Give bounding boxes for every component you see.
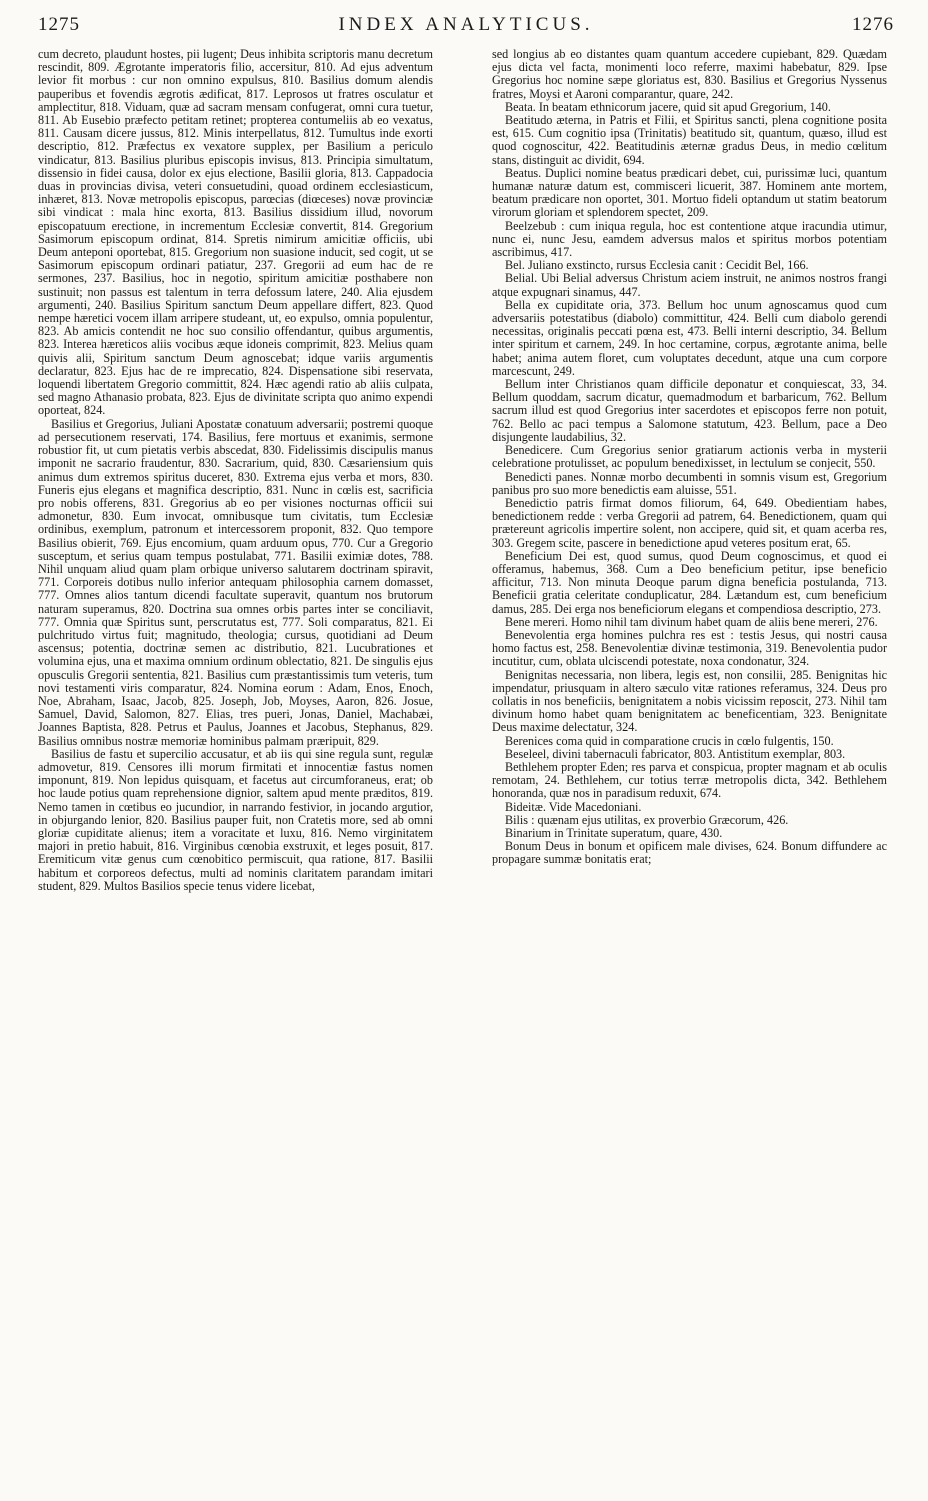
index-entry: Benedicere. Cum Gregorius senior gratiarum actionis verba in mysterii celebratione protulisset, ac populum benedixisset, in lectulum se conjecit, 550. xyxy=(492,443,887,471)
page-number-right: 1276 xyxy=(852,14,894,35)
index-entry: Beneficium Dei est, quod sumus, quod Deum cognoscimus, et quod ei offeramus, habemus, 368. Cum a Deo beneficium petitur, ipse beneficio afficitur, 713. Non minuta Deoque parum digna beneficia postulanda, 713. Beneficii gratia celeritate conduplicatur, 284. Lætandum est, cum beneficium damus, 285. Dei erga nos beneficiorum elegans et compendiosa descriptio, 273. xyxy=(492,548,887,616)
running-header xyxy=(38,14,894,40)
index-entry: Benevolentia erga homines pulchra res est : testis Jesus, qui nostri causa homo factus est, 258. Benevolentiæ divinæ testimonia, 319. Benevolentia pudor incutitur, cum, oblata ulciscendi potestate, noxa condonatur, 324. xyxy=(492,627,887,669)
index-entry: Basilius de fastu et supercilio accusatur, et ab iis qui sine regula sunt, regulæ admovetur, 819. Censores illi morum firmitati et innocentiæ fastus nomen imponunt, 819. Non lepidus quisquam, et facetus aut circumforaneus, erat; ob hoc laude potius quam reprehensione dignior, saltem apud mente præditos, 819. Nemo tamen in cœtibus eo jucundior, in narrando festivior, in jocando argutior, in objurgando lenior, 820. Basilius pauper fuit, non Cratetis more, sed ab omni gloriæ cupiditate alienus; item a voracitate et luxu, 816. Nemo virginitatem majori in pretio habuit, 816. Virginibus cœnobia exstruxit, et leges posuit, 817. Eremiticum vitæ genus cum cœnobitico permiscuit, qua ratione, 817. Basilii habitum et corporeos defectus, multi ad nominis claritatem parandam imitari student, 829. Multos Basilios specie tenus videre licebat, xyxy=(38,746,433,893)
index-entry: Bellum inter Christianos quam difficile deponatur et conquiescat, 33, 34. Bellum quoddam, sacrum dicatur, quemadmodum et barbaricum, 762. Bellum sacrum illud est quod Gregorius inter sacerdotes et episcopos ferre non potuit, 762. Bello ac paci tempus a Salomone statutum, 423. Bellum, pace a Deo disjungente laudabilius, 32. xyxy=(492,377,887,444)
index-entry: Bella ex cupiditate oria, 373. Bellum hoc unum agnoscamus quod cum adversariis potestatibus (diabolo) committitur, 424. Belli cum diabolo gerendi necessitas, originalis peccati pœna est, 473. Belli interni descriptio, 34. Bellum inter spiritum et carnem, 249. In hoc certamine, corpus, ægrotante anima, belle habet; anima autem floret, cum voluptates decedunt, atque una cum corpore marcescunt, 249. xyxy=(492,297,887,378)
index-entry: Bideitæ. Vide Macedoniani. xyxy=(505,799,642,814)
index-entry: Beatus. Duplici nomine beatus prædicari debet, cui, purissimæ luci, quantum humanæ naturæ datum est, commisceri licuerit, 387. Hominem ante mortem, beatum prædicare non oportet, 301. Mortuo fideli optandum ut statim beatorum virorum gloriam et splendorem spectet, 209. xyxy=(492,165,887,220)
index-entry: Berenices coma quid in comparatione crucis in cœlo fulgentis, 150. xyxy=(505,733,834,748)
right-column xyxy=(492,48,887,1488)
index-entry: Bonum Deus in bonum et opificem male divises, 624. Bonum diffundere ac propagare summæ bonitatis erat; xyxy=(492,839,887,867)
index-entry: cum decreto, plaudunt hostes, pii lugent; Deus inhibita scriptoris manu decretum rescindit, 809. Ægrotante imperatoris filio, accersitur, 810. Ad ejus adventum levior fit morbus : cur non omnino expulsus, 810. Basilius domum alendis pauperibus et fovendis ægrotis ædificat, 817. Leprosos ut fratres osculatur et amplectitur, 818. Viduam, quæ ad sacram mensam confugerat, omni cura tuetur, 811. Ab Eusebio præfecto petitam retinet; propterea contumeliis ab eo vexatus, 811. Causam dicere jussus, 812. Minis interpellatus, 812. Tumultus inde exorti descriptio, 812. Præfectus ex vexatore supplex, per Basilium a periculo vindicatur, 813. Basilius pluribus episcopis invisus, 813. Principia simultatum, dissensio in fidei causa, dolor ex ejus electione, Basilii gloria, 813. Cappadocia duas in provincias divisa, veteri consuetudini, quoad ordinem ecclesiasticum, inhæret, 813. Novæ metropolis episcopus, parœcias (diœceses) novæ provinciæ sibi vindicat : mala hinc exorta, 813. Basilius dissidium illud, novorum episcopatuum erectione, in incrementum Ecclesiæ convertit, 814. Gregorium Sasimorum episcopum ordinat, 814. Spretis nimirum amicitiæ officiis, ubi Deum anteponi oportebat, 815. Gregorium non suasione inducit, sed cogit, ut se Sasimorum episcopum ordinari patiatur, 237. Gregorii ad eum hac de re sermones, 237. Basilius, hoc in negotio, spiritum amicitiæ posthabere non sustinuit; non passus est talentum in terra defossum latere, 240. Alia ejusdem argumenti, 240. Basilius Spiritum sanctum Deum appellare differt, 823. Quod nempe hæretici vocem illam arripere studeant, ut, eo expulso, omnia populentur, 823. Ab amicis contendit ne hoc suo consilio offendantur, quibus argumentis, 823. Interea hæreticos aliis vocibus æque idoneis comprimit, 823. Melius quam quivis alii, Spiritum sanctum Deum agnoscebat; idque variis argumentis declaratur, 823. Ejus hac de re imprecatio, 824. Dispensatione sibi reservata, loquendi libertatem Gregorio committit, 824. Hæc agendi ratio ab aliis culpata, sed magno Athanasio probata, 823. Ejus de divinitate scripta quo animo expendi oporteat, 824. xyxy=(38,48,433,418)
index-entry: Benignitas necessaria, non libera, legis est, non consilii, 285. Benignitas hic impendatur, priusquam in altero sæculo vitæ rationes referamus, 324. Deus pro collatis in nos beneficiis, benignitatem a nobis vicissim reposcit, 273. Nihil tam divinum homo habet quam benignitatem ac beneficentiam, 323. Benignitate Deus maxime delectatur, 324. xyxy=(492,667,887,735)
index-entry: Bethlehem propter Eden; res parva et conspicua, propter magnam et ab oculis remotam, 24. Bethlehem, cur totius terræ metropolis dicta, 342. Bethlehem honoranda, quæ nos in paradisum reduxit, 674. xyxy=(492,759,887,801)
index-entry: Bilis : quænam ejus utilitas, ex proverbio Græcorum, 426. xyxy=(505,812,789,827)
index-entry: Benedicti panes. Nonnæ morbo decumbenti in somnis visum est, Gregorium panibus pro suo more benedictis eam aluisse, 551. xyxy=(492,469,887,497)
index-entry: Bel. Juliano exstincto, rursus Ecclesia canit : Cecidit Bel, 166. xyxy=(505,258,809,273)
index-entry: sed longius ab eo distantes quam quantum accedere cupiebant, 829. Quædam ejus dicta vel facta, monimenti loco referre, maximi habebatur, 829. Ipse Gregorius hoc nomine sæpe gloriatus est, 830. Basilius et Gregorius Nyssenus fratres, Moysi et Aaroni comparantur, quare, 242. xyxy=(492,48,887,101)
index-entry: Bene mereri. Homo nihil tam divinum habet quam de aliis bene mereri, 276. xyxy=(505,614,878,629)
index-entry: Binarium in Trinitate superatum, quare, 430. xyxy=(505,825,723,840)
index-entry: Basilius et Gregorius, Juliani Apostatæ conatuum adversarii; postremi quoque ad persecutionem reservati, 174. Basilius, fere mortuus et exanimis, sermone robustior fit, ut cum pietatis verbis abscedat, 830. Fidelissimis discipulis manus imponit ne sacrario fraudentur, 830. Sacrarium, quid, 830. Cæsariensium quis animus dum extremos spiritus duceret, 830. Extrema ejus verba et mors, 830. Funeris ejus elegans et magnifica descriptio, 831. Nunc in cœlis est, sacrificia pro nobis offerens, 831. Gregorius ab eo per visiones nocturnas officii sui admonetur, 830. Eum invocat, omnibusque tum civitatis, tum Ecclesiæ ordinibus, exemplum, patronum et intercessorem proponit, 832. Quo tempore Basilius obierit, 769. Ejus encomium, quam arduum opus, 770. Cur a Gregorio susceptum, et serius quam tempus postulabat, 771. Basilii eximiæ dotes, 788. Nihil unquam aliud quam plam orbique universo salutarem doctrinam spiravit, 771. Corporeis dotibus nullo inferior antequam philosophia carnem domasset, 777. Omnes alios tantum dicendi facultate superavit, quantum nos brutorum naturam superamus, 820. Doctrina sua omnes orbis partes inter se conciliavit, 777. Omnia quæ Spiritus sunt, perscrutatus est, 777. Soli comparatus, 821. Ei pulchritudo virtus fuit; magnitudo, theologia; cursus, quotidiani ad Deum ascensus; potentia, doctrinæ semen ac distributio, 821. Lucubrationes et volumina ejus, una et maxima omnium ordinum oblectatio, 821. De singulis ejus opusculis Gregorii sententia, 821. Basilius cum præstantissimis tum veteris, tum novi testamenti viris comparatur, 824. Nomina eorum : Adam, Enos, Enoch, Noe, Abraham, Isaac, Jacob, 825. Joseph, Job, Moyses, Aaron, 826. Josue, Samuel, David, Salomon, 827. Elias, tres pueri, Jonas, Daniel, Machabæi, Joannes Baptista, 828. Petrus et Paulus, Joannes et Jacobus, Stephanus, 829. Basilius omnibus nostræ memoriæ hominibus palmam præripuit, 829. xyxy=(38,416,433,748)
page-number-left: 1275 xyxy=(38,14,80,35)
index-entry: Beata. In beatam ethnicorum jacere, quid sit apud Gregorium, 140. xyxy=(505,99,831,114)
index-entry: Benedictio patris firmat domos filiorum, 64, 649. Obedientiam habes, benedictionem redde : verba Gregorii ad patrem, 64. Benedictionem, quam qui prætereunt agricolis impertire solent, non accipere, quid sit, et quam acerba res, 303. Gregem scite, pascere in benedictione apud veteres positum erat, 65. xyxy=(492,495,887,550)
index-entry: Belial. Ubi Belial adversus Christum aciem instruit, ne animos nostros frangi atque expugnari sinamus, 447. xyxy=(492,271,887,299)
index-entry: Beatitudo æterna, in Patris et Filii, et Spiritus sancti, plena cognitione posita est, 615. Cum cognitio ipsa (Trinitatis) beatitudo sit, quantum, quæso, illud est quod cognoscitur, 422. Beatitudinis æternæ gradus Deus, in medio cœlitum stans, distinguit ac dividit, 694. xyxy=(492,113,887,167)
left-column xyxy=(38,48,433,1488)
index-entry: Beelzebub : cum iniqua regula, hoc est contentione atque iracundia utimur, nunc ei, nunc Jesu, eamdem adversus malos et spiritus morbos potentiam ascribimus, 417. xyxy=(492,218,887,260)
running-title: INDEX ANALYTICUS. xyxy=(338,14,594,35)
index-entry: Beseleel, divini tabernaculi fabricator, 803. Antistitum exemplar, 803. xyxy=(505,746,846,761)
